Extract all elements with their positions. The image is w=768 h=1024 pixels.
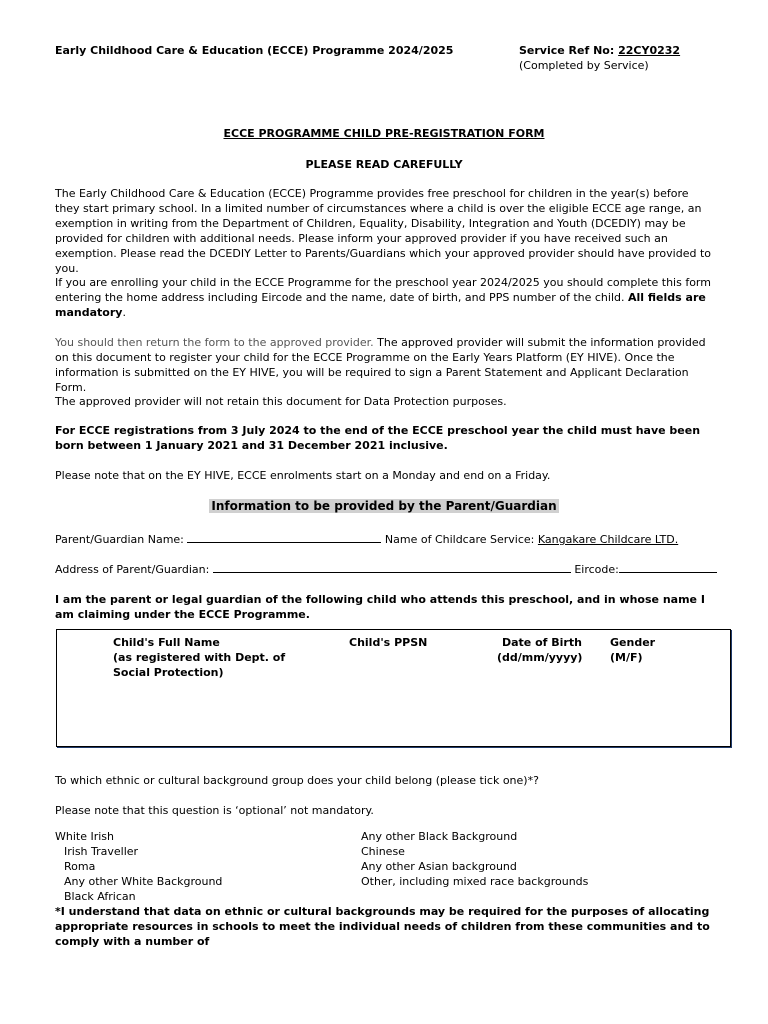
return-text: The approved provider will submit the information provided on this document to register your child for the ECCE Programme on the Early Years Platform (EY HIVE). Once the information is submitted on the EY HIVE, you will be required to sign a Parent Statement and Applicant Declaration Form. xyxy=(55,336,706,394)
address-row xyxy=(55,562,717,577)
guardian-name-field[interactable] xyxy=(187,533,381,543)
read-carefully: PLEASE READ CAREFULLY xyxy=(305,158,463,171)
dob-header-sub: (dd/mm/yyyy) xyxy=(497,651,583,664)
ethnic-option-chinese[interactable]: Chinese xyxy=(361,845,405,858)
service-ref-value[interactable]: 22CY0232 xyxy=(618,44,681,57)
gender-header-sub: (M/F) xyxy=(610,651,643,664)
ethnic-footnote: *I understand that data on ethnic or cultural backgrounds may be required for the purposes of allocating appropriate resources in schools to meet the individual needs of children from these communities and to comply with a number of xyxy=(55,905,710,948)
declaration: I am the parent or legal guardian of the following child who attends this preschool, and in whose name I am claiming under the ECCE Programme. xyxy=(55,593,705,621)
mandatory-text: All fields are mandatory xyxy=(55,291,706,319)
service-ref-label: Service Ref No: xyxy=(519,44,615,57)
child-name-header-sub2: Social Protection) xyxy=(113,666,224,679)
guardian-name-label: Parent/Guardian Name: xyxy=(55,533,184,546)
child-name-header: Child's Full Name xyxy=(113,636,220,649)
gender-header: Gender xyxy=(610,636,656,649)
childcare-value[interactable]: Kangakare Childcare LTD. xyxy=(537,533,679,546)
return-grey-text: You should then return the form to the approved provider. xyxy=(55,336,374,349)
guardian-name-row xyxy=(55,532,678,547)
ethnic-option-black-african[interactable]: Black African xyxy=(64,890,136,903)
eircode-field[interactable] xyxy=(619,563,717,573)
info-heading-wrap xyxy=(0,499,768,514)
col-ppsn xyxy=(349,635,427,650)
intro-paragraph: The Early Childhood Care & Education (ECCE) Programme provides free preschool for children in the year(s) before they start primary school. In a limited number of circumstances where a child is over the eligible ECCE age range, an exemption in writing from the Department of Children, Equality, Disability, Integration and Youth (DCEDIY) may be provided for children with additional needs. Please inform your approved provider if you have received such an exemption. Please read the DCEDIY Letter to Parents/Guardians which your approved provider should have provided to you. xyxy=(55,187,711,275)
ethnic-option-other-asian[interactable]: Any other Asian background xyxy=(361,860,517,873)
form-title: ECCE PROGRAMME CHILD PRE-REGISTRATION FORM xyxy=(223,127,545,140)
eircode-label: Eircode: xyxy=(574,563,619,576)
address-field[interactable] xyxy=(213,563,571,573)
retain-paragraph: The approved provider will not retain this document for Data Protection purposes. xyxy=(55,395,507,408)
ethnic-option-other-black[interactable]: Any other Black Background xyxy=(361,830,518,843)
service-ref xyxy=(519,43,680,58)
return-paragraph xyxy=(55,335,715,395)
child-details-table[interactable] xyxy=(56,629,731,747)
child-name-header-sub1: (as registered with Dept. of xyxy=(113,651,286,664)
address-label: Address of Parent/Guardian: xyxy=(55,563,210,576)
ethnic-option-irish-traveller[interactable]: Irish Traveller xyxy=(64,845,139,858)
ppsn-header: Child's PPSN xyxy=(349,636,428,649)
childcare-label: Name of Childcare Service: xyxy=(384,533,535,546)
ethnic-question: To which ethnic or cultural background group does your child belong (please tick one)*? xyxy=(55,774,539,787)
ethnic-option-roma[interactable]: Roma xyxy=(64,860,96,873)
col-dob xyxy=(497,635,582,665)
eligibility-paragraph: For ECCE registrations from 3 July 2024 to the end of the ECCE preschool year the child must have been born between 1 January 2021 and 31 December 2021 inclusive. xyxy=(55,424,701,452)
col-child-name xyxy=(113,635,285,680)
ethnic-optional-note: Please note that this question is ‘optional’ not mandatory. xyxy=(55,804,374,817)
ethnic-option-other-mixed[interactable]: Other, including mixed race backgrounds xyxy=(361,875,589,888)
programme-header: Early Childhood Care & Education (ECCE) Programme 2024/2025 xyxy=(55,44,454,57)
monday-note: Please note that on the EY HIVE, ECCE enrolments start on a Monday and end on a Friday. xyxy=(55,469,551,482)
enrol-paragraph: If you are enrolling your child in the ECCE Programme for the preschool year 2024/2025 you should complete this form entering the home address including Eircode and the name, date of birth, and PPS number of the child. All fields are mandatory. xyxy=(55,276,711,319)
ethnic-option-white-irish[interactable]: White Irish xyxy=(55,830,115,843)
service-ref-note: (Completed by Service) xyxy=(519,59,649,72)
dob-header: Date of Birth xyxy=(502,636,582,649)
info-heading: Information to be provided by the Parent/Guardian xyxy=(211,499,557,513)
enrol-text: If you are enrolling your child in the ECCE Programme for the preschool year 2024/2025 you should complete this form entering the home address including Eircode and the name, date of birth, and PPS number of the child. xyxy=(55,276,711,304)
ethnic-option-other-white[interactable]: Any other White Background xyxy=(64,875,223,888)
col-gender xyxy=(610,635,655,665)
